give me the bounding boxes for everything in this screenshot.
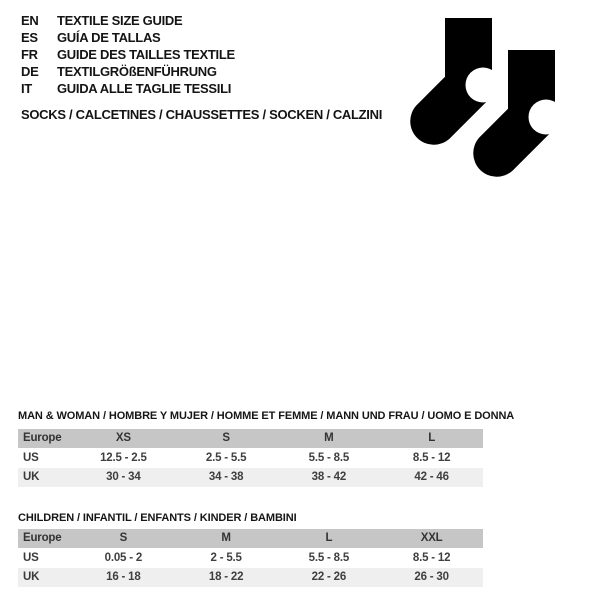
column-header: XS	[115, 432, 131, 444]
table-header-row	[18, 529, 483, 548]
size-value-cell: 42 - 46	[414, 471, 449, 483]
column-header: XXL	[420, 532, 443, 544]
table-man-woman	[18, 410, 515, 487]
size-value-cell: 12.5 - 2.5	[100, 452, 147, 464]
size-value-cell: 5.5 - 8.5	[308, 452, 350, 464]
language-code: FR	[21, 47, 38, 62]
language-label: GUIDE DES TAILLES TEXTILE	[57, 47, 235, 62]
language-label: TEXTILE SIZE GUIDE	[57, 13, 183, 28]
size-table	[18, 429, 483, 487]
language-row	[21, 63, 235, 80]
size-value-cell: 38 - 42	[311, 471, 347, 483]
column-header: Europe	[23, 432, 62, 444]
table-row	[18, 468, 483, 487]
column-header: S	[222, 432, 230, 444]
size-value-cell: 2 - 5.5	[210, 552, 242, 564]
language-row	[21, 29, 235, 46]
table-row	[18, 448, 483, 468]
size-value-cell: 2.5 - 5.5	[205, 452, 247, 464]
region-cell: UK	[23, 471, 40, 483]
language-row	[21, 12, 235, 29]
size-value-cell: 18 - 22	[208, 571, 244, 583]
language-code: DE	[21, 64, 39, 79]
language-code: IT	[21, 81, 32, 96]
language-code: EN	[21, 13, 39, 28]
language-list	[21, 12, 235, 97]
size-value-cell: 8.5 - 12	[412, 452, 451, 464]
language-row	[21, 46, 235, 63]
column-header: M	[221, 532, 231, 544]
column-header: M	[324, 432, 334, 444]
column-header: L	[428, 432, 436, 444]
region-cell: US	[23, 552, 39, 564]
region-cell: US	[23, 452, 39, 464]
language-label: TEXTILGRÖßENFÜHRUNG	[57, 64, 217, 79]
size-table	[18, 529, 483, 587]
table-title: CHILDREN / INFANTIL / ENFANTS / KINDER / BAMBINI	[18, 512, 297, 524]
size-value-cell: 16 - 18	[106, 571, 141, 583]
region-cell: UK	[23, 571, 40, 583]
language-code: ES	[21, 30, 38, 45]
size-value-cell: 22 - 26	[311, 571, 347, 583]
column-header: L	[325, 532, 333, 544]
socks-icon	[392, 18, 555, 178]
table-header-row	[18, 429, 483, 448]
size-value-cell: 8.5 - 12	[412, 552, 451, 564]
size-value-cell: 34 - 38	[208, 471, 244, 483]
size-value-cell: 0.05 - 2	[104, 552, 143, 564]
language-label: GUÍA DE TALLAS	[57, 30, 161, 45]
size-value-cell: 30 - 34	[106, 471, 141, 483]
language-row	[21, 80, 235, 97]
category-line: SOCKS / CALCETINES / CHAUSSETTES / SOCKEN / CALZINI	[21, 107, 383, 122]
table-title: MAN & WOMAN / HOMBRE Y MUJER / HOMME ET FEMME / MANN UND FRAU / UOMO E DONNA	[18, 410, 515, 422]
language-label: GUIDA ALLE TAGLIE TESSILI	[57, 81, 232, 96]
size-value-cell: 5.5 - 8.5	[308, 552, 350, 564]
table-row	[18, 548, 483, 568]
table-row	[18, 568, 483, 587]
column-header: S	[119, 532, 128, 544]
table-children	[18, 512, 483, 587]
column-header: Europe	[23, 532, 62, 544]
size-value-cell: 26 - 30	[414, 571, 449, 583]
sock-back	[410, 18, 500, 145]
